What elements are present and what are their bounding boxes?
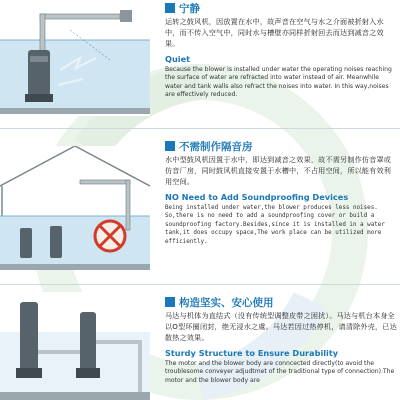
no-soundproof-room-illustration bbox=[0, 146, 150, 270]
square-bullet-icon bbox=[165, 3, 175, 13]
section-body-en: Being installed under water,the blower produces less noises. So,there is no need to add a soundproofing cover or build a soundproofing factory.Besides,since it is installed in a water tank,it does occupy space,The work place can be utilized more efficiently. bbox=[165, 204, 385, 245]
section-title-en: Sturdy Structure to Ensure Durability bbox=[165, 347, 339, 358]
divider bbox=[0, 128, 400, 129]
divider bbox=[0, 284, 400, 285]
square-bullet-icon bbox=[165, 141, 175, 151]
section-heading bbox=[165, 138, 397, 154]
blower-in-tank-illustration bbox=[0, 0, 150, 116]
section-title-cn: 不需制作隔音房 bbox=[179, 140, 253, 153]
section-no-soundproofing bbox=[0, 136, 400, 276]
square-bullet-icon bbox=[165, 297, 175, 307]
section-body-cn: 运转之鼓风机，因放置在水中，故声音在空气与水之介面被折射入水中，而不传入空气中，同时水与槽壁亦同样折射回去而达到减音之效果。 bbox=[165, 17, 384, 49]
section-quiet bbox=[0, 0, 400, 116]
section-heading bbox=[165, 294, 397, 310]
blower-structure-illustration bbox=[0, 292, 150, 400]
section-title-cn: 宁静 bbox=[179, 2, 200, 15]
section-sturdy-structure bbox=[0, 292, 400, 400]
section-body-cn: 马达与机体为直结式（没有传统型调整皮带之困扰）。马达与机台本身全以O型环圈闭封，绝无浸水之虞。马达若因过热停机，请清除外壳，已达散热之效果。 bbox=[165, 311, 397, 343]
section-body-en: Because the blower is installed under water the operating noises reaching the surface of water are refracted into water instead of air. Meanwhile water and tank walls also refract the noises into water. In this way,noises are effectively reduced. bbox=[165, 65, 392, 99]
section-title-cn: 构造坚实、安心使用 bbox=[179, 296, 274, 309]
section-heading bbox=[165, 0, 397, 16]
section-body-en: The motor and the blower body are conncected directly(to avoid the troublesome conveyer adjudtmet of the traditional type of connection).The motor and the blower body are bbox=[165, 359, 395, 384]
section-title-en: Quiet bbox=[165, 53, 191, 64]
section-title-en: NO Need to Add Soundproofing Devices bbox=[165, 191, 349, 202]
section-body-cn: 水中型鼓风机因置于水中，即达到减音之效果，故不需另制作仿音罩或仿音厂房，同时鼓风机直接安置于水槽中，不占用空间，所以能有效利用空间。 bbox=[165, 155, 392, 187]
